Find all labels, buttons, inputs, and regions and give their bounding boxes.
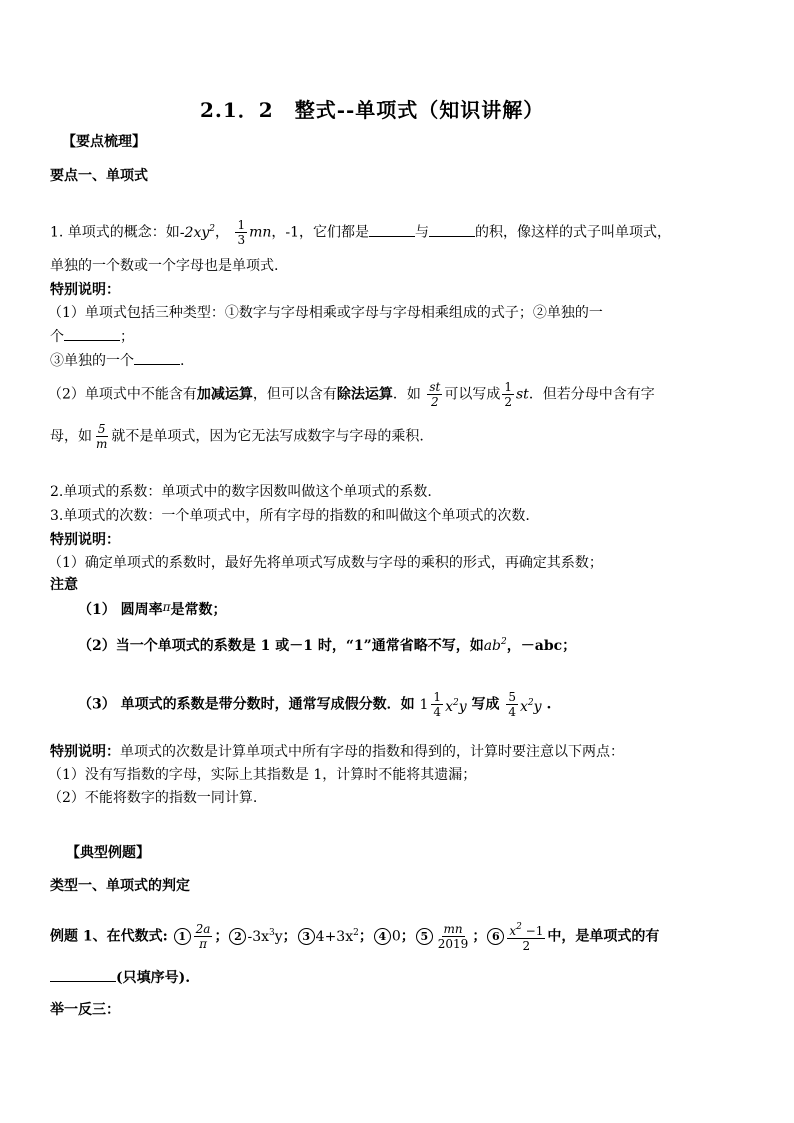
fraction-5-over-m: $\frac{5}{m}$ <box>96 422 108 451</box>
mixed-fraction-1-1-4: 1 $\frac{1}{4}$ $x^2y$ <box>419 690 467 719</box>
circled-number-5: 5 <box>416 928 433 945</box>
circled-number-4: 4 <box>374 928 391 945</box>
item1-tail: 的积，像这样的式子叫单项式， <box>475 224 672 241</box>
improper-fraction-5-4: $\frac{5}{4}$ $x^2y$ <box>508 690 542 719</box>
note-2: （2）当一个单项式的系数是 1 或－1 时，“1”通常省略不写，如$ab^2$，－abc； <box>78 637 577 654</box>
item1-prefix: 1. 单项式的概念：如 <box>50 224 180 241</box>
fraction-mn-over-2019: $\frac{mn}{2019}$ <box>437 922 469 951</box>
section-type-one: 类型一、单项式的判定 <box>50 878 190 894</box>
practice-label: 举一反三： <box>50 1002 120 1018</box>
item1-and: 与 <box>415 224 430 241</box>
item3: 3.单项式的次数：一个单项式中，所有字母的指数的和叫做这个单项式的次数. <box>50 508 530 524</box>
note-label: 注意 <box>50 577 78 593</box>
note-1: （1） 圆周率π是常数； <box>78 600 227 618</box>
page-title: 2.1．2 整式--单项式（知识讲解） <box>200 98 545 122</box>
blank-2[interactable] <box>429 236 475 237</box>
special1-p3: 母，如 $\frac{5}{m}$ 就不是单项式，因为它无法写成数字与字母的乘积. <box>50 422 424 451</box>
circled-number-1: 1 <box>174 928 191 945</box>
blank-4[interactable] <box>134 364 180 365</box>
item1-line1: 1. 单项式的概念：如$-2xy^2$， $\frac{1}{3}$ mn，-1，它们都是 与 的积，像这样的式子叫单项式， <box>50 218 672 247</box>
special1-p1b: 个 ； <box>50 329 134 345</box>
special-label-2: 特别说明： <box>50 532 120 548</box>
fraction-one-third: $\frac{1}{3}$ <box>237 218 246 247</box>
special3-line: 特别说明：单项式的次数是计算单项式中所有字母的指数和得到的，计算时要注意以下两点： <box>50 744 624 760</box>
ab-expr: $ab^2$ <box>483 637 507 654</box>
fraction-st-over-2: $\frac{st}{2}$ <box>429 380 441 409</box>
circled-number-6: 6 <box>487 928 504 945</box>
special1-p1c: ③单独的一个 . <box>50 353 185 369</box>
blank-1[interactable] <box>369 236 415 237</box>
section-point-one: 要点一、单项式 <box>50 168 148 184</box>
special2-p1: （1）确定单项式的系数时，最好先将单项式写成数与字母的乘积的形式，再确定其系数； <box>48 555 603 571</box>
answer-blank[interactable] <box>50 981 116 982</box>
frac-variable: mn <box>249 224 272 241</box>
special1-p1a: （1）单项式包括三种类型：①数字与字母相乘或字母与字母相乘组成的式子；②单独的一 <box>48 305 603 321</box>
example1-line1: 例题 1、在代数式: 1 $\frac{2a}{\pi}$ ； 2 $-3x^3y$； 3 $4+3x^2$； 4 0； 5 $\frac{mn}{2019}$ ； 6 $\frac{x^2 -1}{2}$ 中，是单项式的有 <box>50 922 660 953</box>
item2: 2.单项式的系数：单项式中的数字因数叫做这个单项式的系数. <box>50 484 432 500</box>
circled-number-3: 3 <box>298 928 315 945</box>
special3-p2: （2）不能将数字的指数一同计算. <box>48 790 258 806</box>
fraction-x2-minus-1-over-2: $\frac{x^2 -1}{2}$ <box>509 922 544 953</box>
item1-mid: ，-1，它们都是 <box>271 224 370 241</box>
bold-division: 除法运算 <box>336 386 393 403</box>
pi-symbol: π <box>162 600 171 614</box>
bold-add-sub: 加减运算 <box>196 386 253 403</box>
special1-p2: （2）单项式中不能含有加减运算，但可以含有除法运算．如 $\frac{st}{2}$ 可以写成 $\frac{1}{2}$ st．但若分母中含有字 <box>48 380 655 409</box>
circled-number-2: 2 <box>229 928 246 945</box>
special-label-1: 特别说明： <box>50 282 120 298</box>
fraction-2a-over-pi: $\frac{2a}{\pi}$ <box>195 922 211 951</box>
note-3: （3） 单项式的系数是带分数时，通常写成假分数．如 1 $\frac{1}{4}$ $x^2y$ 写成 $\frac{5}{4}$ $x^2y$ . <box>78 690 552 719</box>
item1-line2: 单独的一个数或一个字母也是单项式. <box>50 258 279 274</box>
blank-3[interactable] <box>64 340 120 341</box>
section-examples: 【典型例题】 <box>66 845 150 861</box>
example-expr-1: $-2xy^2$ <box>179 223 215 241</box>
special3-p1: （1）没有写指数的字母，实际上其指数是 1，计算时不能将其遗漏； <box>48 767 477 783</box>
fraction-one-half: $\frac{1}{2}$ <box>504 380 512 409</box>
example1-line2: (只填序号). <box>50 968 190 988</box>
section-key-points: 【要点梳理】 <box>62 134 146 150</box>
